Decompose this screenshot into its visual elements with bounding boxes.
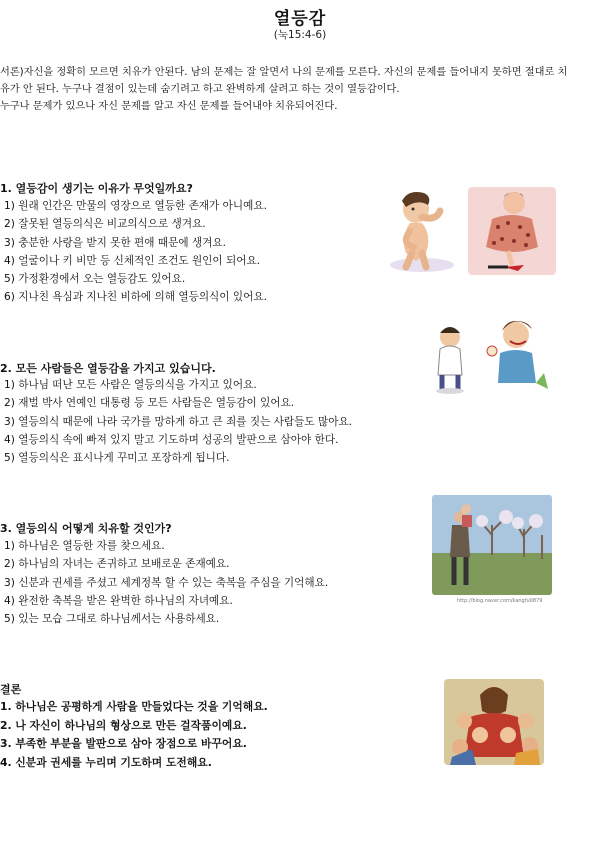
section-3-heading: 3. 열등의식 어떻게 치유할 것인가? bbox=[0, 522, 172, 535]
image-credit: http://blog.naver.com/kangfu0879 bbox=[457, 598, 543, 604]
list-item: 1) 원래 인간은 만물의 영장으로 열등한 존재가 아니예요. bbox=[4, 200, 267, 212]
conclusion-heading: 결론 bbox=[0, 683, 22, 696]
introduction bbox=[0, 64, 575, 115]
list-item: 3) 열등의식 때문에 나라 국가를 망하게 하고 큰 죄를 짓는 사람들도 많아요. bbox=[4, 415, 353, 428]
conclusion-list bbox=[0, 698, 268, 772]
list-item: 2) 하나님의 자녀는 존귀하고 보배로운 존재예요. bbox=[4, 558, 230, 571]
list-item: 2) 잘못된 열등의식은 비교의식으로 생겨요. bbox=[4, 218, 206, 231]
list-item: 2) 재벌 박사 연예인 대통령 등 모든 사람들은 열등감이 있어요. bbox=[4, 397, 295, 410]
page-title: 열등감 bbox=[273, 9, 327, 29]
two-men-illustration bbox=[432, 313, 552, 399]
list-item: 4) 열등의식 속에 빠져 있지 말고 기도하며 성공의 발판으로 삼아야 한다. bbox=[4, 433, 339, 446]
section-1-heading: 1. 열등감이 생기는 이유가 무엇일까요? bbox=[0, 182, 193, 195]
section-3-list bbox=[4, 537, 328, 628]
shy-man-illustration bbox=[380, 187, 464, 274]
scripture-reference: (눅15:4-6) bbox=[273, 29, 327, 41]
father-child-photo bbox=[432, 495, 552, 595]
list-item: 5) 있는 모습 그대로 하나님께서는 사용하세요. bbox=[4, 613, 220, 626]
section-2-heading: 2. 모든 사람들은 열등감을 가지고 있습니다. bbox=[0, 362, 216, 375]
intro-paragraph-1: 서론)자신을 정확히 모르면 치유가 안된다. 남의 문제는 잘 알면서 나의 문제를 모른다. 자신의 문제를 들어내지 못하면 절대로 치유가 안 된다. 누구나 결점이 있는데 숨기려고 하고 완벽하게 살려고 하는 것이 열등감이다. bbox=[0, 67, 568, 95]
list-item: 5) 가정환경에서 오는 열등감도 있어요. bbox=[4, 273, 186, 286]
list-item: 2. 나 자신이 하나님의 형상으로 만든 걸작품이예요. bbox=[0, 718, 247, 732]
list-item: 3) 신분과 권세를 주셨고 세계정복 할 수 있는 축복을 주심을 기억해요. bbox=[4, 576, 329, 589]
woman-dress-illustration bbox=[468, 187, 556, 275]
list-item: 1) 하나님 떠난 모든 사람은 열등의식을 가지고 있어요. bbox=[4, 379, 257, 391]
section-1-list bbox=[4, 197, 267, 307]
list-item: 4) 얼굴이나 키 비만 등 신체적인 조건도 원인이 되어요. bbox=[4, 254, 261, 267]
list-item: 1. 하나님은 공평하게 사람을 만들었다는 것을 기억해요. bbox=[0, 700, 268, 713]
intro-paragraph-2: 누구나 문제가 있으나 자신 문제를 알고 자신 문제를 들어내야 치유되어진다. bbox=[0, 101, 338, 112]
list-item: 3. 부족한 부분을 발판으로 삼아 장점으로 바꾸어요. bbox=[0, 737, 247, 750]
list-item: 4) 완전한 축복을 받은 완벽한 하나님의 자녀예요. bbox=[4, 594, 233, 607]
list-item: 5) 열등의식은 표시나게 꾸미고 포장하게 됩니다. bbox=[4, 452, 230, 465]
list-item: 6) 지나친 욕심과 지나친 비하에 의해 열등의식이 있어요. bbox=[4, 291, 267, 304]
list-item: 1) 하나님은 열등한 자를 찾으세요. bbox=[4, 540, 165, 552]
jesus-children-painting bbox=[440, 677, 548, 769]
list-item: 3) 충분한 사랑을 받지 못한 편애 때문에 생겨요. bbox=[4, 236, 227, 249]
list-item: 4. 신분과 권세를 누리며 기도하며 도전해요. bbox=[0, 755, 212, 769]
section-2-list bbox=[4, 376, 352, 467]
